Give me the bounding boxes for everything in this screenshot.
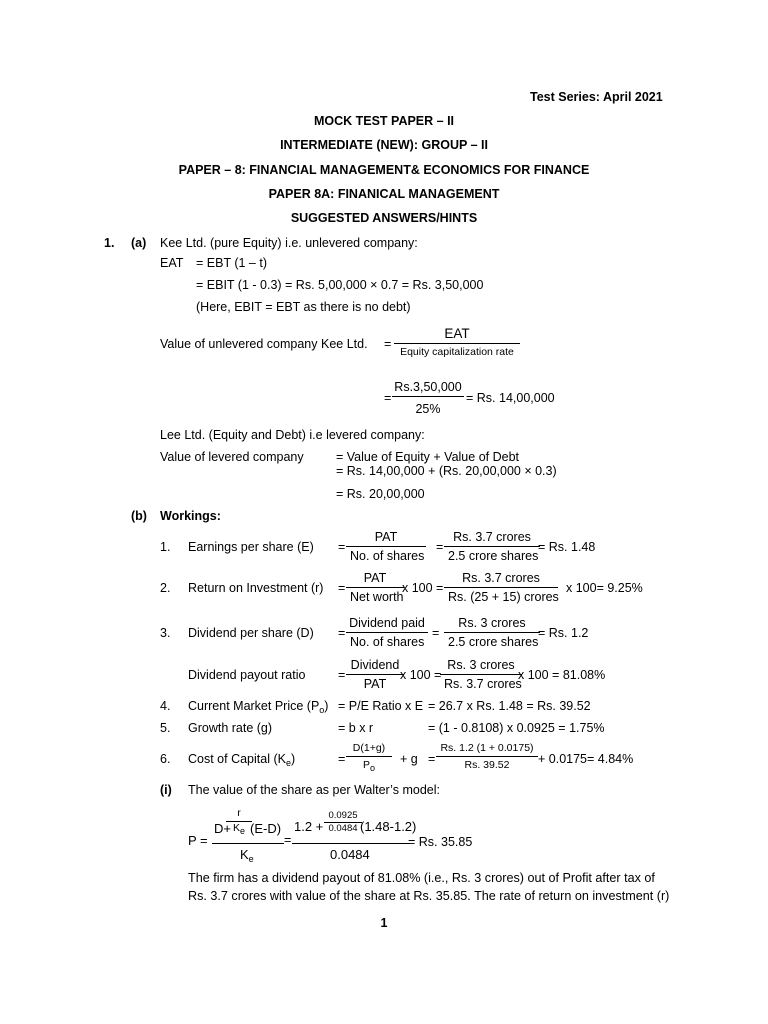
- part-a-label: (a): [131, 236, 147, 250]
- paragraph-line-1: The firm has a dividend payout of 81.08% (i.e., Rs. 3 crores) out of Profit after tax of: [188, 871, 655, 885]
- market-price-label: Current Market Price $(P_o)$: [188, 699, 329, 715]
- group-title: INTERMEDIATE (NEW): GROUP – II: [280, 138, 488, 152]
- dividend-over-shares: [346, 617, 428, 648]
- fraction-denominator: $K_e$: [226, 821, 252, 836]
- levered-value-label: Value of levered company: [160, 450, 304, 464]
- walter-num-a: 1.2 +: [294, 819, 324, 834]
- working-number: 3.: [160, 626, 171, 640]
- eat-equation: = EBT (1 – t): [196, 256, 267, 270]
- pat-over-networth: [346, 572, 404, 603]
- eps-result: = Rs. 1.48: [538, 540, 596, 554]
- multiply-100: x 100 =: [400, 668, 442, 682]
- part-b-label: (b): [131, 509, 147, 523]
- equals-sign: =: [338, 540, 346, 554]
- eps-fraction: [444, 531, 540, 562]
- d1g-over-p0: [346, 743, 392, 773]
- fraction-denominator: Rs. 3.7 crores: [440, 674, 522, 691]
- roi-result: x 100= 9.25%: [566, 581, 643, 595]
- walter-d-plus: D+: [214, 821, 231, 836]
- working-number: 2.: [160, 581, 171, 595]
- fraction-numerator: Rs. 3 crores: [447, 658, 515, 672]
- equals-sign: =: [338, 626, 346, 640]
- cost-of-capital-label: Cost of Capital $(K_e)$: [188, 752, 296, 768]
- growth-result: = (1 - 0.8108) x 0.0925 = 1.75%: [428, 721, 605, 735]
- fraction-denominator: 25%: [392, 396, 464, 416]
- dps-result: = Rs. 1.2: [538, 626, 589, 640]
- fraction-denominator: Rs. (25 + 15) crores: [444, 587, 558, 604]
- kee-intro: Kee Ltd. (pure Equity) i.e. unlevered company:: [160, 236, 418, 250]
- dividend-over-pat: [346, 659, 404, 690]
- paragraph-line-2: Rs. 3.7 crores with value of the share at Rs. 35.85. The rate of return on investment (r): [188, 889, 670, 903]
- equals-sign: =: [384, 391, 392, 405]
- payout-result: x 100 = 81.08%: [518, 668, 606, 682]
- fraction-numerator: PAT: [374, 530, 398, 544]
- paper-title: PAPER – 8: FINANCIAL MANAGEMENT& ECONOMICS FOR FINANCE: [178, 163, 590, 177]
- growth-formula: = b x r: [338, 721, 374, 735]
- pat-over-shares: [346, 531, 426, 562]
- working-number: 1.: [160, 540, 171, 554]
- ebit-note: (Here, EBIT = EBT as there is no debt): [196, 300, 411, 314]
- working-number: 5.: [160, 721, 171, 735]
- equals-sign: =: [436, 540, 444, 554]
- lee-intro: Lee Ltd. (Equity and Debt) i.e levered company:: [160, 428, 425, 442]
- roi-fraction: [444, 572, 558, 603]
- r-over-ke-value: [326, 811, 360, 833]
- levered-line-1: = Value of Equity + Value of Debt: [336, 450, 519, 464]
- walter-result: = Rs. 35.85: [408, 835, 473, 849]
- equals-sign: =: [432, 626, 440, 640]
- eat-label: EAT: [160, 256, 184, 270]
- workings-heading: Workings:: [160, 509, 221, 523]
- equals-sign: =: [338, 581, 346, 595]
- mock-test-title: MOCK TEST PAPER – II: [313, 114, 455, 128]
- ebit-line: = EBIT (1 - 0.3) = Rs. 5,00,000 × 0.7 = Rs. 3,50,000: [196, 278, 484, 292]
- fraction-numerator: Rs. 3.7 crores: [462, 571, 540, 585]
- growth-rate-label: Growth rate (g): [188, 721, 273, 735]
- working-number: 6.: [160, 752, 171, 766]
- equals-sign: =: [428, 752, 436, 766]
- levered-line-2: = Rs. 14,00,000 + (Rs. 20,00,000 × 0.3): [336, 464, 557, 478]
- fraction-numerator: Rs. 3.7 crores: [453, 530, 531, 544]
- fraction-numerator: Dividend paid: [349, 616, 425, 630]
- page-number: 1: [380, 916, 388, 930]
- fraction-denominator: Equity capitalization rate: [394, 343, 520, 358]
- roi-label: Return on Investment (r): [188, 581, 324, 595]
- pe-formula: = P/E Ratio x E: [338, 699, 424, 713]
- fraction-numerator: Dividend: [350, 658, 400, 672]
- fraction-denominator: Net worth: [346, 587, 404, 604]
- value-fraction: [392, 381, 464, 415]
- fraction-denominator: Rs. 39.52: [436, 756, 538, 771]
- fraction-numerator: Rs. 3 crores: [458, 616, 526, 630]
- equals-sign: =: [384, 337, 392, 351]
- test-series-label: Test Series: April 2021: [530, 90, 663, 104]
- ke-result: + 0.0175= 4.84%: [538, 752, 634, 766]
- fraction-numerator: D(1+g): [352, 742, 386, 754]
- question-number: 1.: [104, 236, 115, 250]
- fraction-numerator: 0.0925: [328, 810, 358, 821]
- payout-label: Dividend payout ratio: [188, 668, 306, 682]
- dps-label: Dividend per share (D): [188, 626, 314, 640]
- fraction-denominator: PAT: [346, 674, 404, 691]
- r-over-ke: [228, 808, 250, 836]
- eps-label: Earnings per share (E): [188, 540, 314, 554]
- unlevered-value-result: = Rs. 14,00,000: [466, 391, 555, 405]
- multiply-100: x 100 =: [402, 581, 444, 595]
- ke-fraction: [436, 743, 538, 770]
- plus-g: + g: [400, 752, 418, 766]
- levered-line-3: = Rs. 20,00,000: [336, 487, 425, 501]
- fraction-numerator: PAT: [363, 571, 387, 585]
- walter-denominator: $K_e$: [240, 847, 254, 864]
- walter-intro: The value of the share as per Walter’s model:: [188, 783, 440, 797]
- walter-fraction-bar: [212, 843, 284, 844]
- p-equals: P =: [188, 833, 208, 848]
- fraction-denominator: No. of shares: [346, 632, 428, 649]
- fraction-numerator: Rs.3,50,000: [394, 380, 462, 394]
- equals-sign: =: [284, 833, 292, 847]
- payout-fraction: [440, 659, 522, 690]
- paper-8a-title: PAPER 8A: FINANICAL MANAGEMENT: [268, 187, 500, 201]
- walter-fraction-bar-2: [292, 843, 410, 844]
- market-price-result: = 26.7 x Rs. 1.48 = Rs. 39.52: [428, 699, 591, 713]
- walter-denominator-2: 0.0484: [330, 847, 370, 862]
- part-i-label: (i): [160, 783, 172, 797]
- fraction-denominator: $P_o$: [346, 756, 392, 773]
- working-number: 4.: [160, 699, 171, 713]
- fraction-denominator: 0.0484: [324, 822, 362, 834]
- fraction-numerator: EAT: [444, 326, 470, 341]
- unlevered-value-label: Value of unlevered company Kee Ltd.: [160, 337, 368, 351]
- fraction-denominator: No. of shares: [346, 546, 426, 563]
- suggested-answers-title: SUGGESTED ANSWERS/HINTS: [290, 211, 478, 225]
- equals-sign: =: [338, 752, 346, 766]
- walter-num-b: (1.48-1.2): [360, 819, 417, 834]
- walter-e-minus-d: (E-D): [250, 821, 282, 836]
- equals-sign: =: [338, 668, 346, 682]
- fraction-numerator: r: [237, 807, 241, 819]
- fraction-denominator: 2.5 crore shares: [444, 632, 540, 649]
- fraction-numerator: Rs. 1.2 (1 + 0.0175): [440, 742, 534, 754]
- fraction-denominator: 2.5 crore shares: [444, 546, 540, 563]
- dps-fraction: [444, 617, 540, 648]
- eat-fraction: [394, 327, 520, 357]
